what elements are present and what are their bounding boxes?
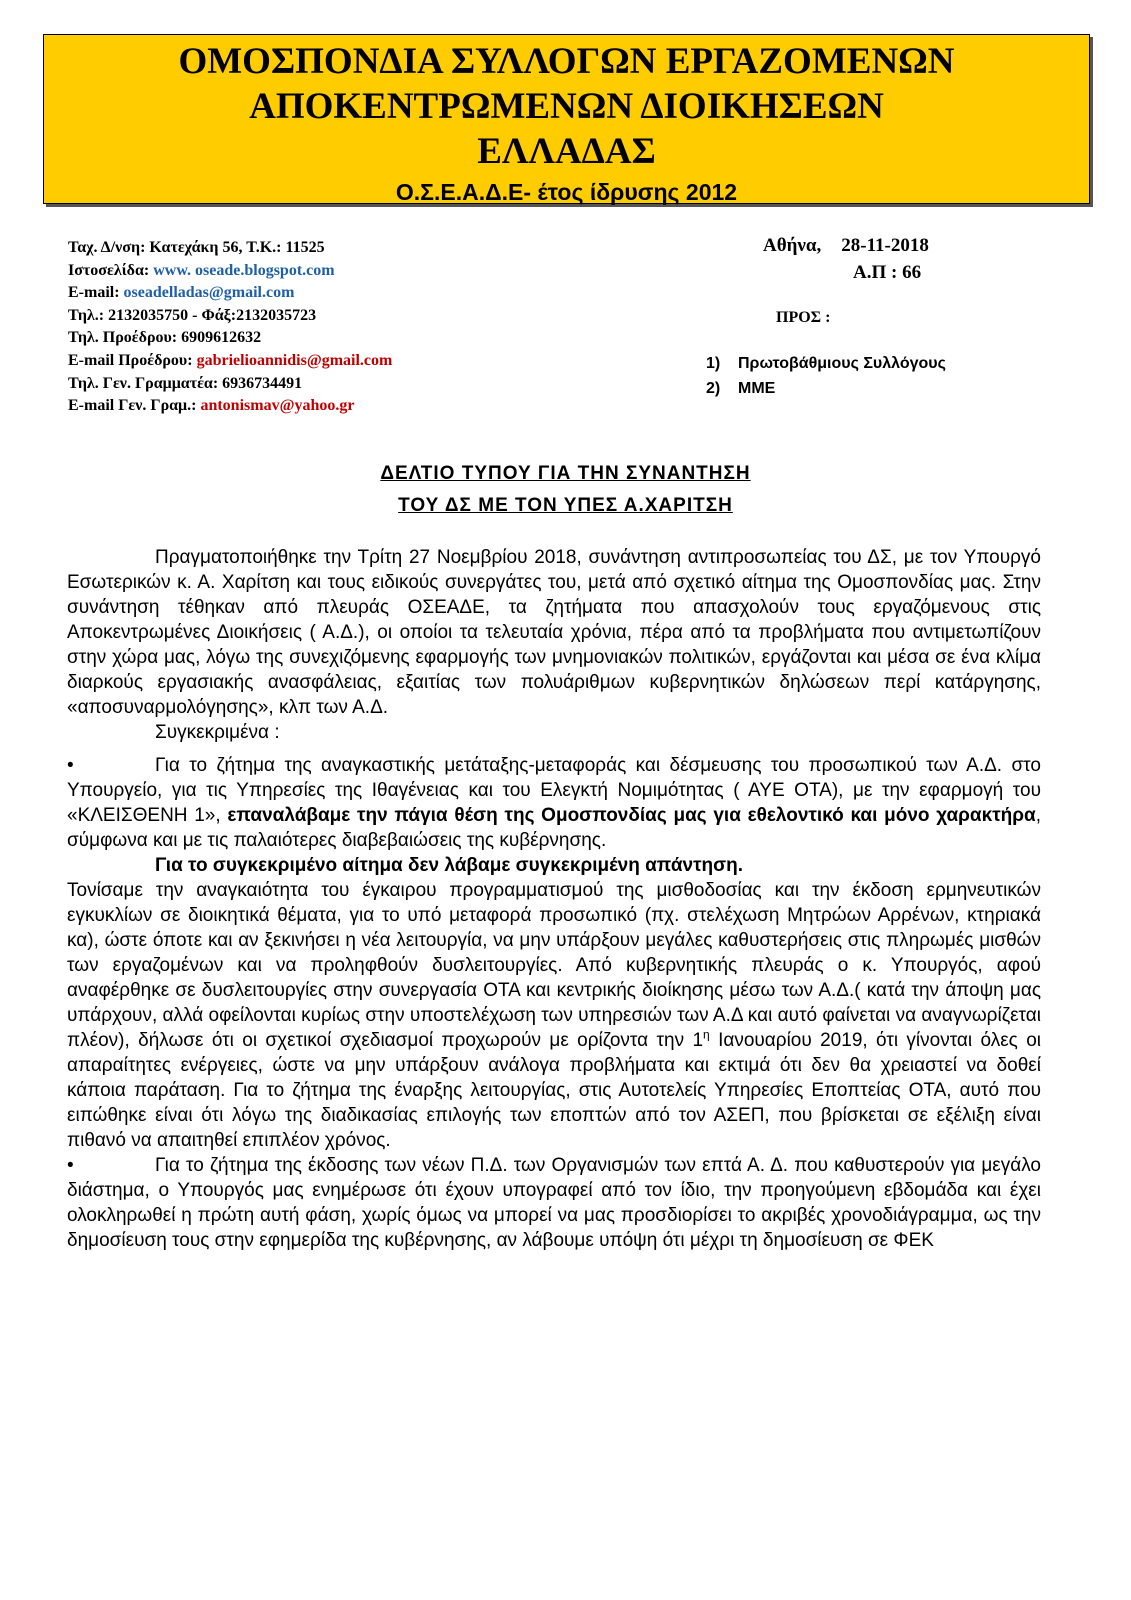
- paragraph-payroll-b: Ιανουαρίου 2019, ότι γίνονται όλες οι απαραίτητες ενέργειες, ώστε να μην υπάρξουν ανάλογα προβλήματα και εκτιμά ότι δεν θα χρειαστεί να δοθεί κάποια παράταση. Για το ζήτημα της έναρξης λειτουργίας, στις Αυτοτελείς Υπηρεσίες Εποπτείας ΟΤΑ, αυτό που ειπώθηκε είναι ότι λόγω της διαδικασίας επιλογής των εποπτών από τον ΑΣΕΠ, που βρίσκεται σε εξέλιξη είναι πιθανό να απαιτηθεί επιπλέον χρόνος.: [67, 1030, 1041, 1151]
- bullet-1-bold: επαναλάβαμε την πάγια θέση της Ομοσπονδίας μας για εθελοντικό και μόνο χαρακτήρα: [227, 805, 1036, 826]
- specifically-label: Συγκεκριμένα :: [155, 722, 280, 743]
- secretary-email-link[interactable]: antonismav@yahoo.gr: [200, 397, 355, 415]
- city: Αθήνα,: [763, 235, 822, 256]
- press-release-title-line2: ΤΟΥ ΔΣ ΜΕ ΤΟΝ ΥΠΕΣ Α.ΧΑΡΙΤΣΗ: [398, 495, 733, 516]
- president-phone: Τηλ. Προέδρου: 6909612632: [68, 329, 262, 347]
- recipient-number: 2): [706, 380, 721, 397]
- bullet-1-tail: , σύμφωνα και με τις παλαιότερες διαβεβαιώσεις της κυβέρνησης.: [67, 805, 1041, 851]
- to-label: ΠΡΟΣ :: [776, 309, 831, 326]
- protocol-number: Α.Π : 66: [853, 262, 922, 283]
- address: Ταχ. Δ/νση: Κατεχάκη 56, Τ.Κ.: 11525: [68, 239, 325, 256]
- email-row: [68, 282, 392, 305]
- bullet-item-1: [67, 753, 1041, 853]
- document-body: [67, 545, 1041, 1253]
- founded-line: Ο.Σ.Ε.Α.Δ.Ε- έτος ίδρυσης 2012: [395, 179, 738, 205]
- bullet-icon: •: [67, 755, 74, 776]
- website-label: Ιστοσελίδα:: [68, 261, 154, 279]
- org-name-line2: ΑΠΟΚΕΝΤΡΩΜΕΝΩΝ ΔΙΟΙΚΗΣΕΩΝ: [249, 86, 884, 127]
- website-row: [68, 260, 392, 283]
- no-answer-line: [67, 853, 1041, 878]
- recipient-label: Πρωτοβάθμιους Συλλόγους: [738, 355, 946, 372]
- website-link[interactable]: www. oseade.blogspot.com: [153, 261, 335, 279]
- paragraph-intro: Πραγματοποιήθηκε την Τρίτη 27 Νοεμβρίου 2018, συνάντηση αντιπροσωπείας του ΔΣ, με τον Υπουργό Εσωτερικών κ. Α. Χαρίτση και τους ειδικούς συνεργάτες του, μετά από σχετικό αίτημα της Ομοσπονδίας μας. Στην συνάντηση τέθηκαν από πλευράς ΟΣΕΑΔΕ, τα ζητήματα που απασχολούν τους εργαζόμενους στις Αποκεντρωμένες Διοικήσεις ( Α.Δ.), οι οποίοι τα τελευταία χρόνια, πέρα από τα προβλήματα που αντιμετωπίζουν στην χώρα μας, λόγω της συνεχιζόμενης εφαρμογής των μνημονιακών πολιτικών, εργάζονται και μέσα σε ένα κλίμα διαρκούς εργασιακής ανασφάλειας, εξαιτίας των πολυάριθμων κυβερνητικών δηλώσεων περί κατάργησης, «αποσυναρμολόγησης», κλπ των Α.Δ.: [67, 547, 1041, 718]
- bullet-1-text: Για το ζήτημα της αναγκαστικής μετάταξης-μεταφοράς και δέσμευσης του προσωπικού των Α.Δ. στο Υπουργείο, για τις Υπηρεσίες της Ιθαγένειας και του Ελεγκτή Νομιμότητας ( ΑΥΕ ΟΤΑ), με την εφαρμογή του «ΚΛΕΙΣΘΕΝΗ 1»,: [67, 755, 1041, 826]
- date-line: [763, 235, 929, 257]
- recipient-2: [706, 380, 775, 398]
- paragraph-payroll-a: Τονίσαμε την αναγκαιότητα του έγκαιρου προγραμματισμού της μισθοδοσίας και την έκδοση ερμηνευτικών εγκυκλίων σε διοικητικά θέματα, για το υπό μεταφορά προσωπικό (πχ. στελέχωση Μητρώων Αρρένων, κτηριακά κα), ώστε όποτε και αν ξεκινήσει η νέα λειτουργία, να μην υπάρξουν μεγάλες καθυστερήσεις στις πληρωμές μισθών των εργαζομένων και να προληφθούν δυσλειτουργίες. Από κυβερνητικής πλευράς ο κ. Υπουργός, αφού αναφέρθηκε σε δυσλειτουργίες στην συνεργασία ΟΤΑ και κεντρικής διοίκησης μέσω των Α.Δ.( κατά την άποψη μας υπάρχουν, αλλά οφείλονται κυρίως στην υποστελέχωση των υπηρεσιών των Α.Δ και αυτό φαίνεται να αναγνωρίζεται πλέον), δήλωσε ότι οι σχετικοί σχεδιασμοί προχωρούν με ορίζοντα την 1: [67, 880, 1041, 1051]
- org-name-line3: ΕΛΛΑΔΑΣ: [477, 131, 656, 172]
- no-answer-text: Για το συγκεκριμένο αίτημα δεν λάβαμε συγκεκριμένη απάντηση.: [155, 855, 744, 876]
- secretary-phone: Τηλ. Γεν. Γραμματέα: 6936734491: [68, 374, 303, 392]
- bullet-icon: •: [67, 1155, 74, 1176]
- press-release-title-line1: ΔΕΛΤΙΟ ΤΥΠΟΥ ΓΙΑ ΤΗΝ ΣΥΝΑΝΤΗΣΗ: [380, 463, 751, 484]
- secretary-email-row: [68, 395, 392, 418]
- date: 28-11-2018: [841, 235, 929, 256]
- header-banner: [43, 34, 1090, 204]
- president-email-link[interactable]: gabrielioannidis@gmail.com: [196, 351, 393, 369]
- paragraph-payroll: [67, 878, 1041, 1153]
- bullet-2-text: Για το ζήτημα της έκδοσης των νέων Π.Δ. των Οργανισμών των επτά Α. Δ. που καθυστερούν για μεγάλο διάστημα, ο Υπουργός μας ενημέρωσε ότι έχουν υπογραφεί από τον ίδιο, την προηγούμενη εβδομάδα και έχει ολοκληρωθεί η πρώτη αυτή φάση, χωρίς όμως να μπορεί να μας προσδιορίσει το ακριβές χρονοδιάγραμμα, ως την δημοσίευση τους στην εφημερίδα της κυβέρνησης, αν λάβουμε υπόψη ότι μέχρι τη δημοσίευση σε ΦΕΚ: [67, 1155, 1041, 1251]
- phone-fax: Τηλ.: 2132035750 - Φάξ:2132035723: [68, 306, 317, 324]
- org-name-line1: ΟΜΟΣΠΟΝΔΙΑ ΣΥΛΛΟΓΩΝ ΕΡΓΑΖΟΜΕΝΩΝ: [178, 41, 955, 82]
- email-link[interactable]: oseadelladas@gmail.com: [123, 284, 295, 302]
- president-email-label: E-mail Προέδρου:: [68, 351, 197, 369]
- ordinal-sup: η: [703, 1027, 710, 1042]
- recipient-1: [706, 355, 946, 373]
- secretary-email-label: E-mail Γεν. Γραμ.:: [68, 397, 201, 415]
- recipient-number: 1): [706, 355, 721, 372]
- bullet-item-2: [67, 1153, 1041, 1253]
- president-email-row: [68, 350, 392, 373]
- recipient-label: ΜΜΕ: [738, 380, 776, 397]
- email-label: E-mail:: [68, 284, 124, 302]
- contact-block: [68, 237, 392, 418]
